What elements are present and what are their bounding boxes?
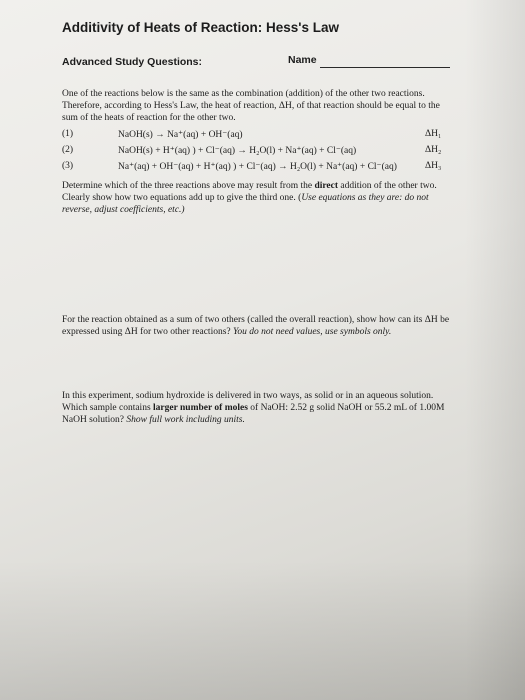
q3-instruction: Show full work including units. — [126, 415, 245, 425]
reaction-3-number: (3) — [62, 161, 74, 171]
q1-instruction: Use equations as they are: do not — [301, 193, 429, 203]
q1-emphasis-direct: direct — [314, 181, 339, 191]
question-1-line — [62, 204, 437, 216]
q3-text: Which sample contains — [62, 403, 154, 413]
q2-text: expressed using ΔH for two other reactions? — [62, 327, 233, 337]
reaction-3-enthalpy: ΔH₃ — [425, 161, 442, 171]
reaction-2-equation: NaOH(s) + H⁺(aq) ) + Cl⁻(aq) → H₂O(l) + Na⁺(aq) + Cl⁻(aq) — [118, 146, 357, 156]
question-2 — [62, 314, 449, 338]
name-blank-line[interactable] — [320, 67, 450, 68]
intro-line: sum of the heats of reaction for the other two. — [62, 113, 236, 123]
intro-line: Therefore, according to Hess's Law, the heat of reaction, ΔH, of that reaction should be equal to the — [62, 101, 440, 111]
question-1-line — [62, 192, 437, 204]
q3-emphasis: larger number of moles — [153, 403, 248, 413]
reaction-2-enthalpy: ΔH₂ — [425, 145, 442, 155]
reaction-1-enthalpy: ΔH₁ — [425, 129, 442, 139]
q3-text: NaOH solution? — [62, 415, 127, 425]
question-1-line — [62, 180, 437, 192]
question-1 — [62, 180, 437, 216]
q1-text: Clearly show how two equations add up to give the third one. ( — [62, 193, 302, 203]
section-subtitle: Advanced Study Questions: — [62, 56, 203, 68]
q1-text: Determine which of the three reactions above may result from the — [62, 181, 315, 191]
reaction-1-equation: NaOH(s) → Na⁺(aq) + OH⁻(aq) — [118, 130, 243, 140]
q3-text: In this experiment, sodium hydroxide is delivered in two ways, as solid or in an aqueous solution. — [62, 391, 434, 401]
intro-line: One of the reactions below is the same as the combination (addition) of the other two reactions. — [62, 89, 425, 99]
intro-paragraph — [62, 88, 440, 124]
q2-text: For the reaction obtained as a sum of two others (called the overall reaction), show how can its ΔH be — [62, 315, 450, 325]
reaction-2-number: (2) — [62, 145, 74, 155]
page-title: Additivity of Heats of Reaction: Hess's Law — [62, 20, 340, 35]
question-3-line — [62, 402, 444, 414]
question-2-line — [62, 326, 449, 338]
name-label: Name — [288, 54, 317, 66]
q3-text: of NaOH: 2.52 g solid NaOH or 55.2 mL of 1.00M — [247, 403, 445, 413]
q1-instruction: reverse, adjust coefficients, etc.) — [62, 205, 185, 215]
question-3-line — [62, 414, 444, 426]
reaction-3-equation: Na⁺(aq) + OH⁻(aq) + H⁺(aq) ) + Cl⁻(aq) → H₂O(l) + Na⁺(aq) + Cl⁻(aq) — [118, 162, 397, 172]
reaction-1-number: (1) — [62, 129, 74, 139]
question-3 — [62, 390, 444, 426]
q2-instruction: You do not need values, use symbols only. — [233, 327, 392, 337]
q1-text: addition of the other two. — [338, 181, 437, 191]
